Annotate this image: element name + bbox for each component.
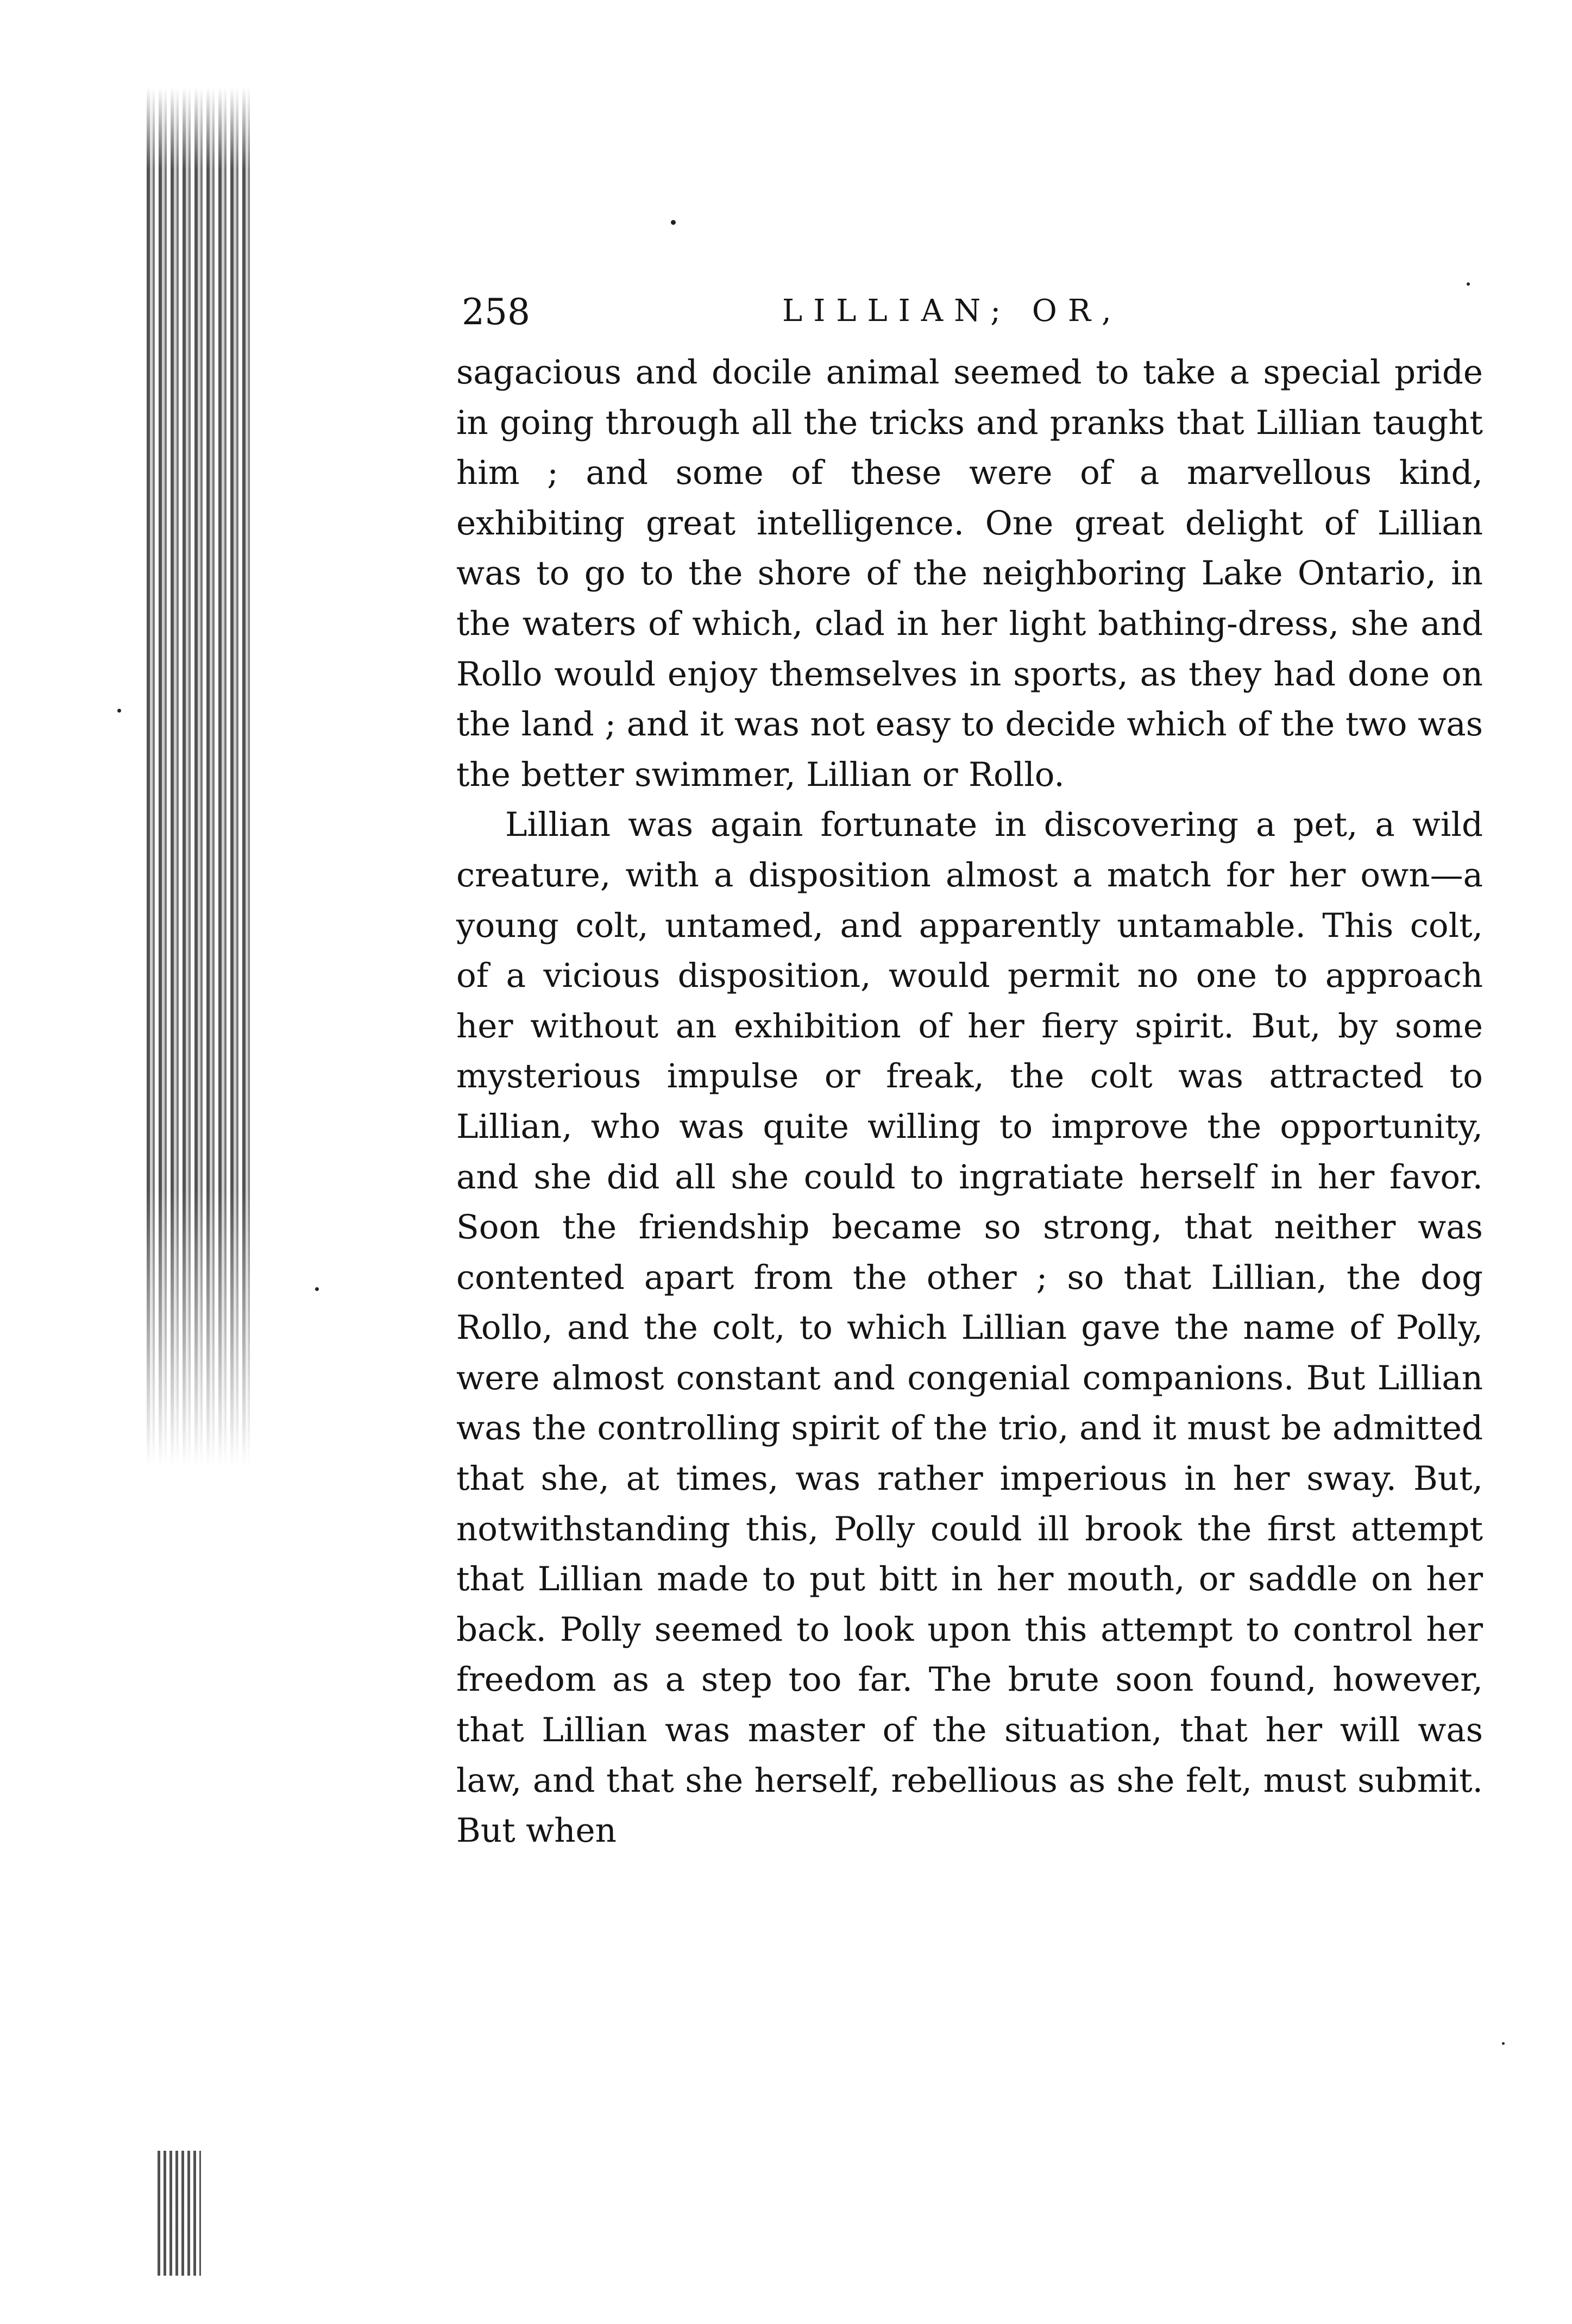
ink-speck: [1502, 2042, 1505, 2045]
book-page: [456, 282, 1483, 1856]
paragraph: Lillian was again fortunate in discovering a pet, a wild creature, with a disposition almost a match for her own—a young colt, untamed, and apparently untamable. This colt, of a vicious disposition, would permit no one to approach her without an exhibition of her fiery spirit. But, by some mysterious impulse or freak, the colt was attracted to Lillian, who was quite willing to improve the opportunity, and she did all she could to ingratiate herself in her favor. Soon the friendship became so strong, that neither was contented apart from the other ; so that Lillian, the dog Rollo, and the colt, to which Lillian gave the name of Polly, were almost constant and congenial companions. But Lillian was the controlling spirit of the trio, and it must be admitted that she, at times, was rather imperious in her sway. But, notwithstanding this, Polly could ill brook the first attempt that Lillian made to put bitt in her mouth, or saddle on her back. Polly seemed to look upon this attempt to control her freedom as a step too far. The brute soon found, however, that Lillian was master of the situation, that her will was law, and that she herself, rebellious as she felt, must submit. But when: [456, 805, 1483, 1850]
ink-speck: [117, 709, 121, 713]
ink-speck: [671, 220, 676, 225]
scan-gutter-shadow: [147, 87, 250, 1466]
running-head: [456, 282, 1483, 348]
paragraph-continuation: sagacious and docile animal seemed to take a special pride in going through all the tricks and pranks that Lillian taught him ; and some of these were of a marvellous kind, exhibiting great intelligence. One great delight of Lillian was to go to the shore of the neighboring Lake Ontario, in the waters of which, clad in her light bathing-dress, she and Rollo would enjoy themselves in sports, as they had done on the land ; and it was not easy to decide which of the two was the better swimmer, Lillian or Rollo.: [456, 353, 1483, 794]
scan-gutter-shadow-bottom: [158, 2151, 201, 2276]
page-number: 258: [462, 291, 530, 333]
running-title: LILLIAN; OR,: [782, 293, 1122, 329]
ink-speck: [315, 1287, 319, 1291]
